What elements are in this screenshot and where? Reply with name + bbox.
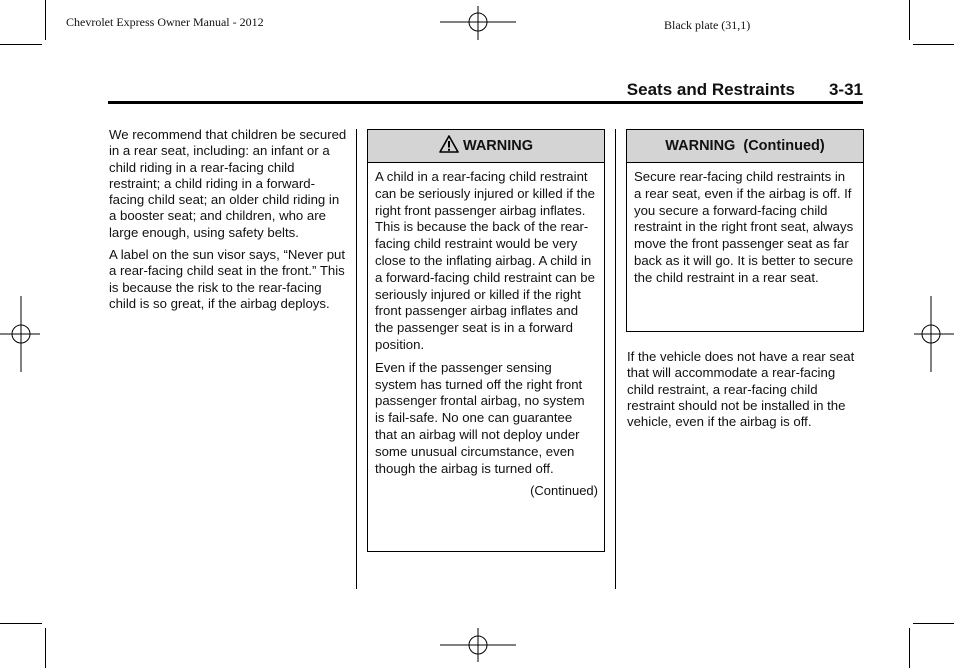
col1-paragraph-1: We recommend that children be secured in a rear seat, including: an infant or a child riding in a rear-facing child restraint; a child riding in a forward-facing child seat; an older child riding in a booster seat; and children, who are large enough, using safety belts. xyxy=(109,127,347,240)
column-divider-2 xyxy=(615,129,616,589)
warning-body xyxy=(368,163,604,477)
warning-continued-heading xyxy=(627,130,863,163)
warning-continued-box xyxy=(626,129,864,332)
col1-paragraph-2: A label on the sun visor says, “Never put a rear-facing child seat in the front.” This is because the risk to the rear-facing child is so great, if the airbag deploys. xyxy=(109,247,346,311)
plate-label: Black plate (31,1) xyxy=(664,18,751,32)
section-header xyxy=(627,80,863,100)
warning-paragraph-1: A child in a rear-facing child restraint can be seriously injured or killed if the right front passenger airbag inflates. This is because the back of the rear-facing child restraint would be very close to the inflating airbag. A child in a forward-facing child restraint can be seriously injured or killed if the right front passenger airbag inflates and the passenger seat is in a forward position. xyxy=(375,169,595,352)
continued-label: (Continued) xyxy=(530,483,598,499)
section-title: Seats and Restraints xyxy=(626,80,795,99)
warning-continued-heading-text: WARNING (Continued) xyxy=(665,138,825,154)
warning-heading xyxy=(368,130,604,163)
column-3 xyxy=(627,349,863,430)
header-rule xyxy=(108,101,863,104)
warning-paragraph-2: Even if the passenger sensing system has turned off the right front passenger frontal airbag, no system is fail-safe. No one can guarantee that an airbag will not deploy under some unusual circumstance, even though the airbag is turned off. xyxy=(375,359,585,476)
warning-continued-paragraph: Secure rear-facing child restraints in a rear seat, even if the airbag is off. If you secure a forward-facing child restraint in the right front seat, always move the front passenger seat as far back as it will go. It is better to secure the child restraint in a rear seat. xyxy=(634,169,854,285)
registration-mark-right xyxy=(914,296,954,372)
registration-mark-top xyxy=(440,6,516,40)
col3-paragraph-1: If the vehicle does not have a rear seat that will accommodate a rear-facing child restraint, a rear-facing child restraint should not be installed in the vehicle, even if the airbag is off. xyxy=(627,349,855,430)
registration-mark-left xyxy=(0,296,40,372)
page-number: 3-31 xyxy=(828,80,863,99)
warning-continued-body xyxy=(627,163,863,287)
warning-heading-text: WARNING xyxy=(462,138,534,154)
column-1 xyxy=(109,127,349,312)
warning-triangle-icon xyxy=(439,135,459,153)
warning-box xyxy=(367,129,605,552)
column-divider-1 xyxy=(356,129,357,589)
manual-title: Chevrolet Express Owner Manual - 2012 xyxy=(66,15,264,29)
registration-mark-bottom xyxy=(440,628,516,662)
